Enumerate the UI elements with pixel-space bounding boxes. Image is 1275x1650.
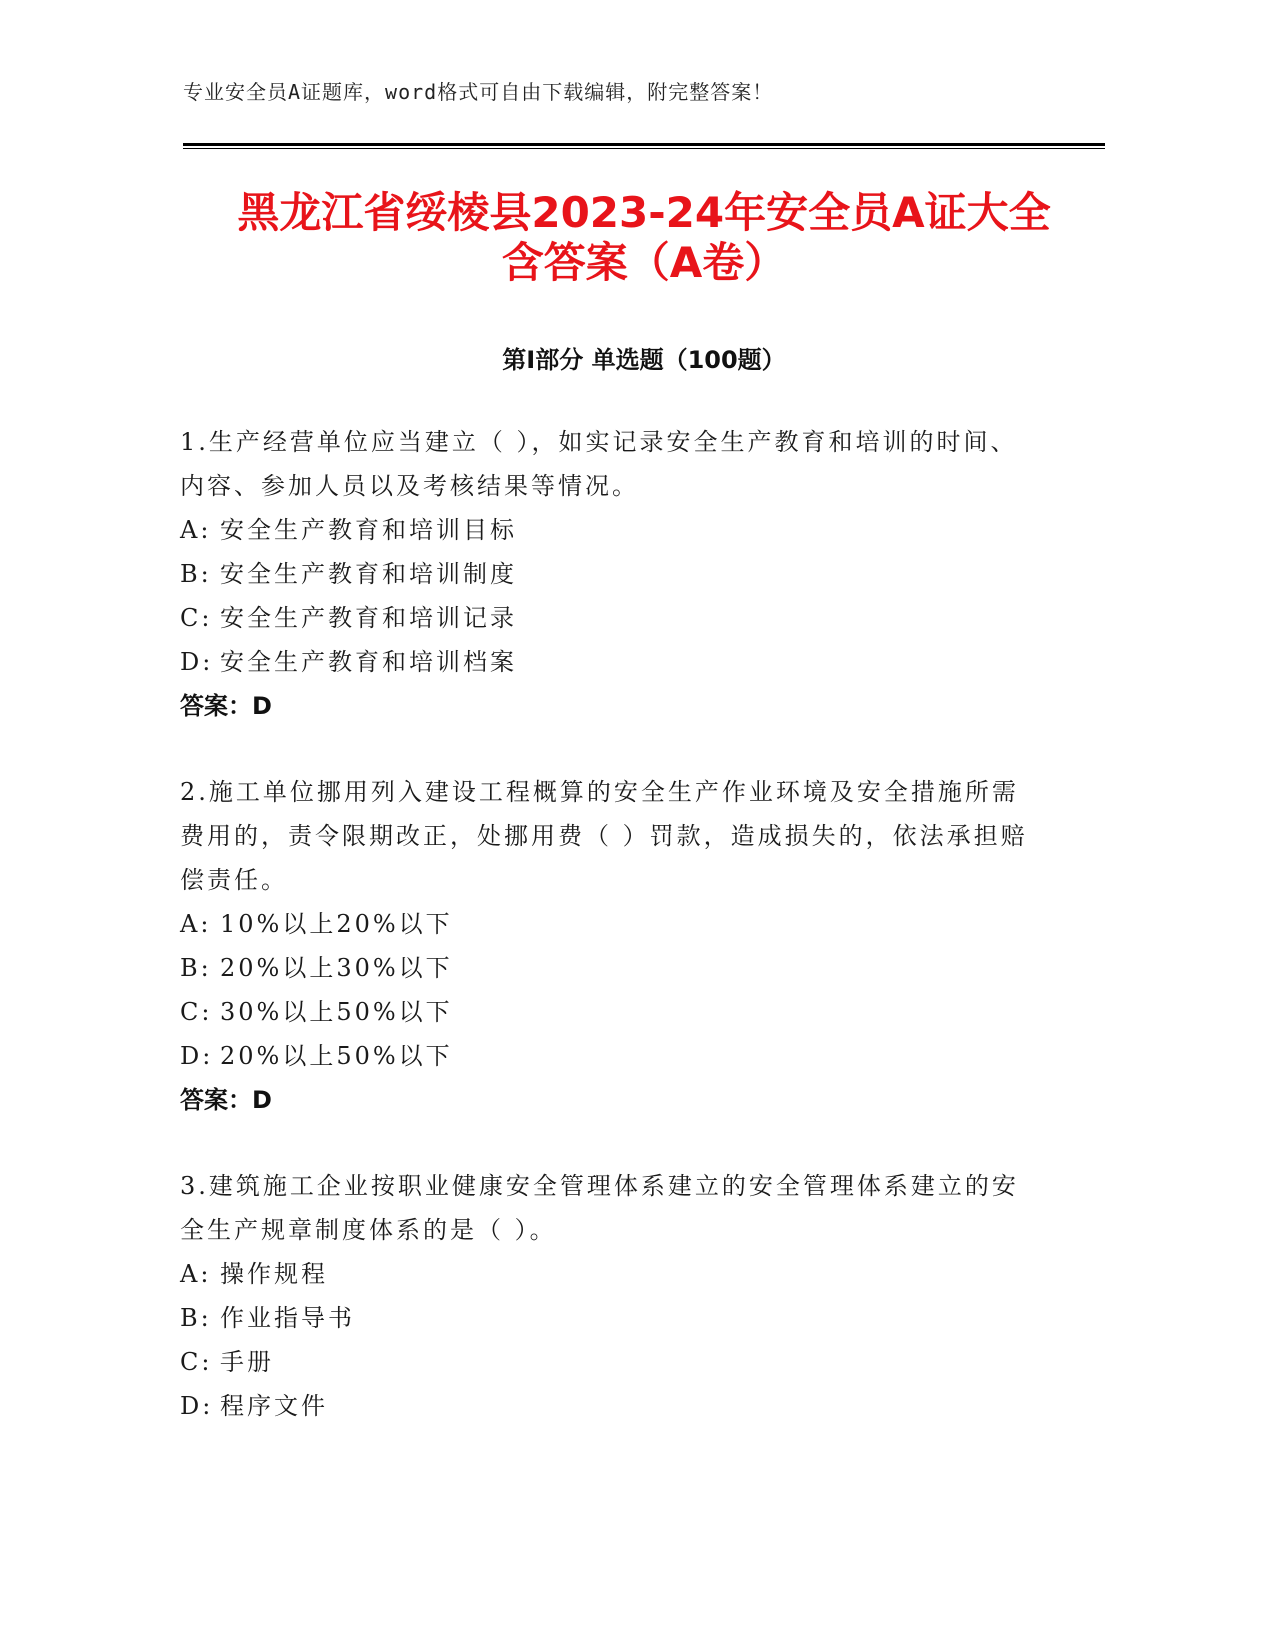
option-a xyxy=(180,1252,1030,1296)
option-key: B: xyxy=(180,954,212,982)
option-key: C: xyxy=(180,998,213,1026)
question-stem: 2.施工单位挪用列入建设工程概算的安全生产作业环境及安全措施所需费用的，责令限期改正，处挪用费（ ）罚款，造成损失的，依法承担赔偿责任。 xyxy=(180,778,1028,894)
option-c xyxy=(180,1340,1030,1384)
title-line-2: 含答案（A卷） xyxy=(501,238,787,287)
option-text: 操作规程 xyxy=(220,1260,328,1288)
option-a xyxy=(180,508,1030,552)
option-text: 作业指导书 xyxy=(220,1304,355,1332)
question-list xyxy=(180,420,1030,1470)
option-text: 30%以上50%以下 xyxy=(220,998,453,1026)
question-3 xyxy=(180,1164,1030,1428)
option-d xyxy=(180,1034,1030,1078)
option-text: 安全生产教育和培训记录 xyxy=(220,604,517,632)
option-key: A: xyxy=(180,1260,212,1288)
option-b xyxy=(180,1296,1030,1340)
header-rule-thick xyxy=(183,143,1105,146)
option-key: B: xyxy=(180,560,212,588)
option-c xyxy=(180,990,1030,1034)
question-2 xyxy=(180,770,1030,1122)
option-text: 安全生产教育和培训档案 xyxy=(220,648,517,676)
option-key: C: xyxy=(180,604,213,632)
option-d xyxy=(180,640,1030,684)
option-key: A: xyxy=(180,910,212,938)
option-text: 10%以上20%以下 xyxy=(220,910,453,938)
document-title xyxy=(183,188,1105,288)
question-stem: 1.生产经营单位应当建立（ ），如实记录安全生产教育和培训的时间、内容、参加人员以及考核结果等情况。 xyxy=(180,428,1018,500)
answer-label: 答案：D xyxy=(180,1086,272,1114)
option-c xyxy=(180,596,1030,640)
question-stem: 3.建筑施工企业按职业健康安全管理体系建立的安全管理体系建立的安全生产规章制度体系的是（ ）。 xyxy=(180,1172,1019,1244)
option-key: D: xyxy=(180,1042,214,1070)
question-1 xyxy=(180,420,1030,728)
option-text: 20%以上50%以下 xyxy=(220,1042,453,1070)
option-key: A: xyxy=(180,516,212,544)
option-key: D: xyxy=(180,648,214,676)
option-text: 程序文件 xyxy=(220,1392,328,1420)
option-text: 手册 xyxy=(220,1348,274,1376)
header-note: 专业安全员A证题库，word格式可自由下载编辑，附完整答案！ xyxy=(183,80,774,104)
option-text: 安全生产教育和培训制度 xyxy=(220,560,517,588)
option-text: 安全生产教育和培训目标 xyxy=(220,516,517,544)
option-d xyxy=(180,1384,1030,1428)
option-key: D: xyxy=(180,1392,214,1420)
option-b xyxy=(180,946,1030,990)
option-key: C: xyxy=(180,1348,213,1376)
option-key: B: xyxy=(180,1304,212,1332)
section-heading: 第Ⅰ部分 单选题（100题） xyxy=(502,346,786,374)
option-a xyxy=(180,902,1030,946)
title-line-1: 黑龙江省绥棱县2023-24年安全员A证大全 xyxy=(237,188,1051,237)
header-rule-thin xyxy=(183,148,1105,149)
answer-label: 答案：D xyxy=(180,692,272,720)
option-text: 20%以上30%以下 xyxy=(220,954,453,982)
option-b xyxy=(180,552,1030,596)
